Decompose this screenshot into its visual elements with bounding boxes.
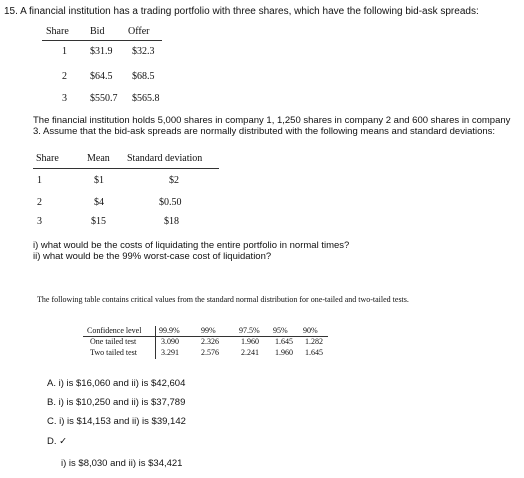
table-cell: 1.645	[275, 337, 293, 346]
column-header: Bid	[90, 26, 105, 37]
table-cell: $0.50	[159, 197, 182, 208]
answer-option-d-text[interactable]: i) is $8,030 and ii) is $34,421	[61, 458, 183, 469]
sub-questions	[33, 240, 349, 262]
question-text: 15. A financial institution has a trading portfolio with three shares, which have the following bid-ask spreads:	[4, 6, 479, 17]
column-header: Offer	[128, 26, 150, 37]
critical-values-intro: The following table contains critical values from the standard normal distribution for one-tailed and two-tailed tests.	[37, 295, 409, 304]
table-cell: $565.8	[132, 93, 160, 104]
table-cell: 95%	[273, 326, 288, 335]
table-cell: $550.7	[90, 93, 118, 104]
column-header: Standard deviation	[127, 153, 203, 164]
table-row	[33, 173, 219, 192]
table-row	[42, 91, 162, 111]
table-cell: 1.960	[275, 348, 293, 357]
table-row	[42, 69, 162, 89]
table-header	[42, 24, 162, 41]
answer-option-c[interactable]: C. i) is $14,153 and ii) is $39,142	[47, 416, 186, 427]
sub-question-i: i) what would be the costs of liquidating the entire portfolio in normal times?	[33, 240, 350, 251]
table-cell: Confidence level	[87, 326, 142, 335]
answer-option-d[interactable]	[47, 436, 67, 447]
table-cell: 99%	[201, 326, 216, 335]
column-header: Share	[46, 26, 69, 37]
table-cell: $64.5	[90, 71, 113, 82]
table-cell: 3.090	[161, 337, 179, 346]
table-cell: 2	[37, 197, 42, 208]
table-cell: 90%	[303, 326, 318, 335]
table-row	[33, 195, 219, 214]
table-cell: 1.645	[305, 348, 323, 357]
answer-option-a[interactable]: A. i) is $16,060 and ii) is $42,604	[47, 378, 186, 389]
table-row	[42, 44, 162, 64]
sub-question-ii: ii) what would be the 99% worst-case cost of liquidation?	[33, 251, 272, 262]
table-cell: 2.326	[201, 337, 219, 346]
table-cell: 2.576	[201, 348, 219, 357]
table-cell: 3.291	[161, 348, 179, 357]
answer-option-b[interactable]: B. i) is $10,250 and ii) is $37,789	[47, 397, 186, 408]
table-cell: $2	[169, 175, 179, 186]
table-cell: $32.3	[132, 46, 155, 57]
table-cell: 3	[62, 93, 67, 104]
spread-distribution-table	[33, 152, 219, 233]
table-cell: 2	[62, 71, 67, 82]
table-divider	[155, 326, 156, 359]
bid-ask-table	[42, 24, 162, 111]
table-cell: $15	[91, 216, 106, 227]
table-row	[33, 214, 219, 233]
table-header	[33, 152, 219, 169]
table-cell: 99.9%	[159, 326, 180, 335]
holdings-paragraph: The financial institution holds 5,000 shares in company 1, 1,250 shares in company 2 and 600 shares in company 3. Assume that the bid-ask spreads are normally distributed with the following means and standard deviations:	[33, 115, 511, 137]
table-cell: Two tailed test	[90, 348, 137, 357]
table-cell: $31.9	[90, 46, 113, 57]
check-icon: ✓	[59, 436, 68, 447]
table-cell: $1	[94, 175, 104, 186]
table-cell: 3	[37, 216, 42, 227]
table-cell: $4	[94, 197, 104, 208]
table-cell: 1	[37, 175, 42, 186]
table-cell: One tailed test	[90, 337, 137, 346]
table-cell: 1.282	[305, 337, 323, 346]
table-cell: 1.960	[241, 337, 259, 346]
answer-option-d-label: D.	[47, 436, 57, 447]
table-cell: 97.5%	[239, 326, 260, 335]
table-cell: $18	[164, 216, 179, 227]
table-cell: 2.241	[241, 348, 259, 357]
table-cell: $68.5	[132, 71, 155, 82]
table-cell: 1	[62, 46, 67, 57]
column-header: Mean	[87, 153, 110, 164]
column-header: Share	[36, 153, 59, 164]
